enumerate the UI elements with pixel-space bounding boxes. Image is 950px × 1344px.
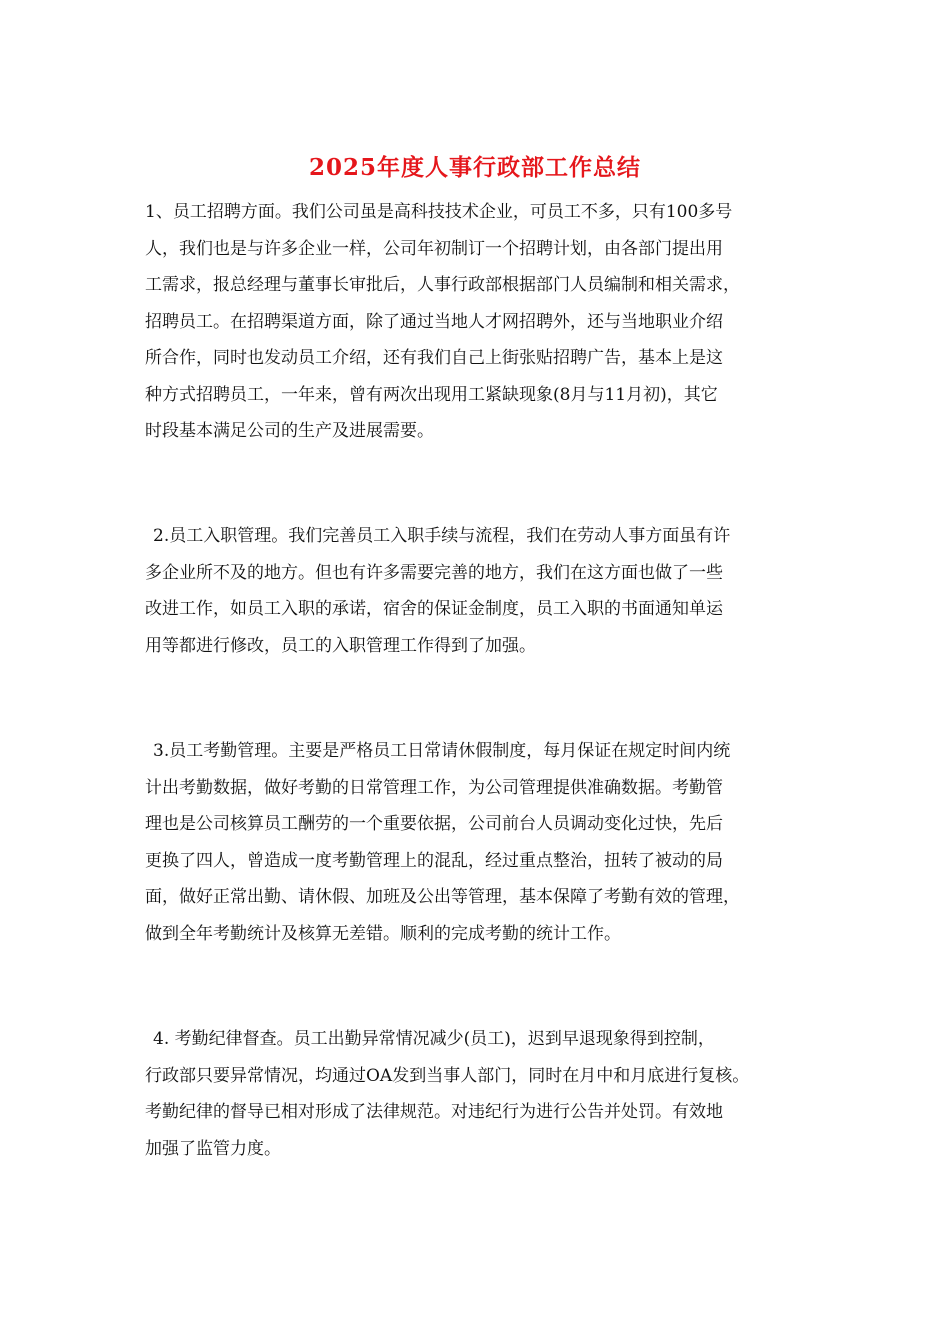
section-discipline: [145, 1021, 817, 1167]
paragraph-line: 所合作，同时也发动员工介绍，还有我们自己上街张贴招聘广告，基本上是这: [145, 348, 723, 368]
paragraph-line: 工需求，报总经理与董事长审批后，人事行政部根据部门人员编制和相关需求，: [145, 275, 740, 295]
paragraph-line: 改进工作，如员工入职的承诺，宿舍的保证金制度，员工入职的书面通知单运: [145, 599, 723, 619]
section-attendance: [145, 733, 817, 952]
paragraph-line: 计出考勤数据，做好考勤的日常管理工作，为公司管理提供准确数据。考勤管: [145, 777, 723, 798]
paragraph-line: 种方式招聘员工，一年来，曾有两次出现用工紧缺现象(8月与11月初)，其它: [145, 384, 718, 405]
paragraph-line: 人，我们也是与许多企业一样，公司年初制订一个招聘计划，由各部门提出用: [145, 238, 723, 259]
paragraph-line: 行政部只要异常情况，均通过OA发到当事人部门，同时在月中和月底进行复核。: [145, 1065, 750, 1086]
paragraph-line: 考勤纪律的督导已相对形成了法律规范。对违纪行为进行公告并处罚。有效地: [145, 1102, 723, 1122]
paragraph-line: 3.员工考勤管理。主要是严格员工日常请休假制度，每月保证在规定时间内统: [153, 741, 731, 761]
paragraph-line: 招聘员工。在招聘渠道方面，除了通过当地人才网招聘外，还与当地职业介绍: [145, 311, 723, 332]
paragraph-line: 1、员工招聘方面。我们公司虽是高科技技术企业，可员工不多，只有100多号: [145, 202, 733, 222]
section-onboarding: [145, 518, 817, 664]
paragraph-line: 多企业所不及的地方。但也有许多需要完善的地方，我们在这方面也做了一些: [145, 562, 723, 583]
section-recruitment: [145, 194, 817, 450]
paragraph-line: 面，做好正常出勤、请休假、加班及公出等管理，基本保障了考勤有效的管理，: [145, 887, 740, 907]
paragraph-line: 2.员工入职管理。我们完善员工入职手续与流程，我们在劳动人事方面虽有许: [153, 526, 731, 546]
paragraph-line: 用等都进行修改，员工的入职管理工作得到了加强。: [145, 635, 536, 656]
paragraph-line: 做到全年考勤统计及核算无差错。顺利的完成考勤的统计工作。: [145, 923, 621, 944]
paragraph-line: 4. 考勤纪律督查。员工出勤异常情况减少(员工)，迟到早退现象得到控制，: [153, 1029, 715, 1049]
paragraph-line: 理也是公司核算员工酬劳的一个重要依据，公司前台人员调动变化过快，先后: [145, 814, 723, 834]
paragraph-line: 时段基本满足公司的生产及进展需要。: [145, 421, 434, 441]
paragraph-line: 更换了四人，曾造成一度考勤管理上的混乱，经过重点整治，扭转了被动的局: [145, 850, 723, 871]
paragraph-line: 加强了监管力度。: [145, 1138, 281, 1159]
document-title: 2025年度人事行政部工作总结: [308, 154, 641, 181]
